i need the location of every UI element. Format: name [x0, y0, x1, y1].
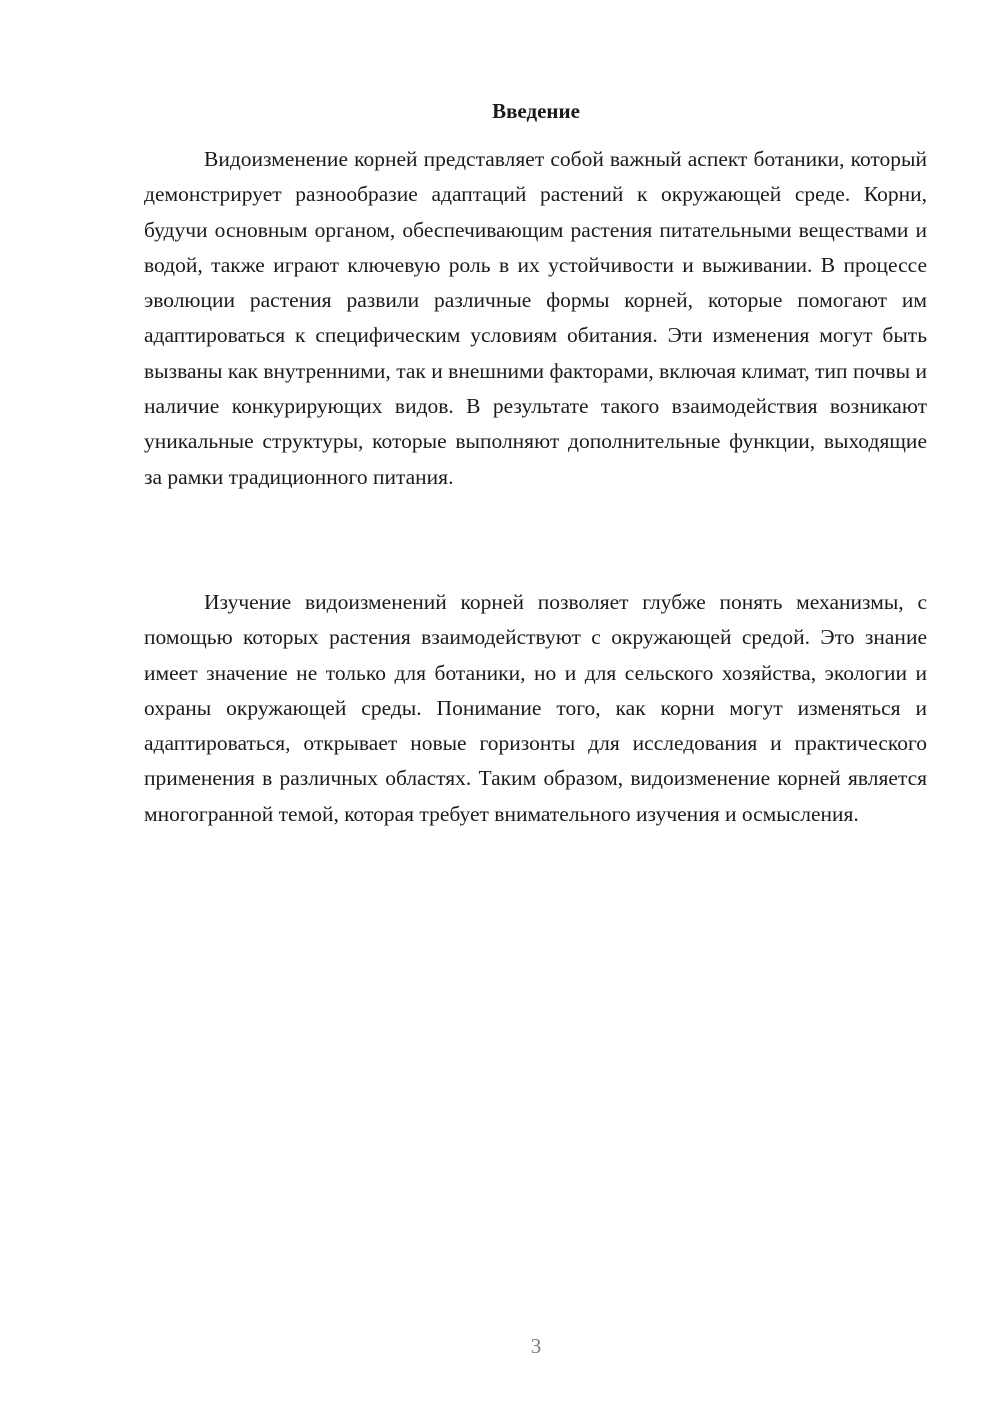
page-number: 3: [530, 1334, 542, 1358]
paragraph-2: Изучение видоизменений корней позволяет глубже понять механизмы, с помощью которых растения взаимодействуют с окружающей средой. Это знание имеет значение не только для ботаники, но и для сельского хозяйства, экологии и охраны окружающей среды. Понимание того, как корни могут изменяться и адаптироваться, открывает новые горизонты для исследования и практического применения в различных областях. Таким образом, видоизменение корней является многогранной темой, которая требует внимательного изучения и осмысления.: [144, 590, 927, 826]
paragraph-1: Видоизменение корней представляет собой важный аспект ботаники, который демонстрирует разнообразие адаптаций растений к окружающей среде. Корни, будучи основным органом, обеспечивающим растения питательными веществами и водой, также играют ключевую роль в их устойчивости и выживании. В процессе эволюции растения развили различные формы корней, которые помогают им адаптироваться к специфическим условиям обитания. Эти изменения могут быть вызваны как внутренними, так и внешними факторами, включая климат, тип почвы и наличие конкурирующих видов. В результате такого взаимодействия возникают уникальные структуры, которые выполняют дополнительные функции, выходящие за рамки традиционного питания.: [144, 147, 927, 489]
section-heading: Введение: [492, 99, 580, 123]
